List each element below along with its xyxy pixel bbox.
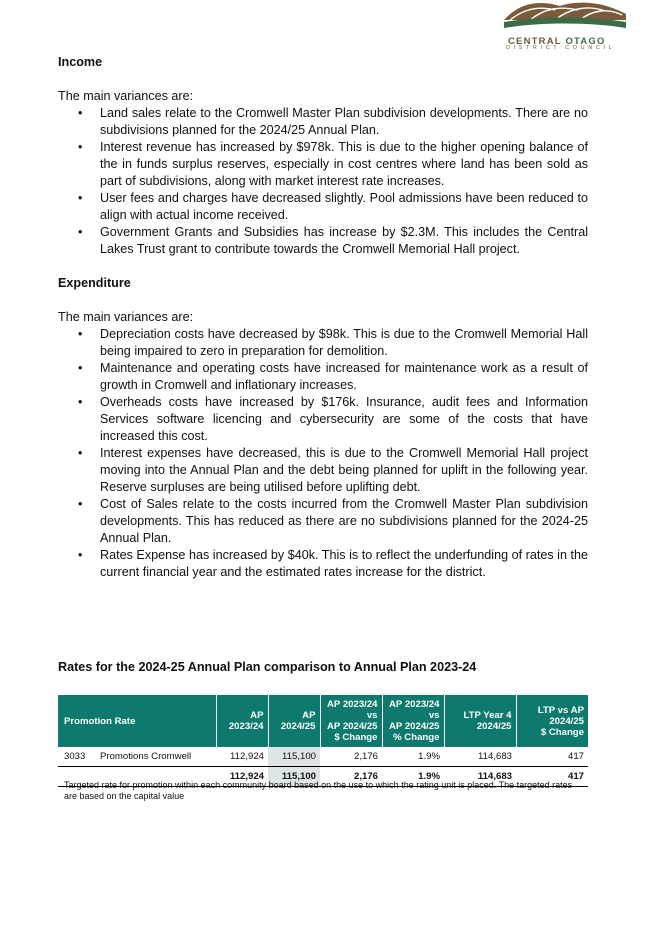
expenditure-heading: Expenditure bbox=[58, 276, 131, 290]
income-intro: The main variances are: bbox=[58, 89, 194, 103]
list-item: • Cost of Sales relate to the costs incurred from the Cromwell Master Plan subdivision developments. This has reduced as there are no subdivisions planned for the 2024-25 Annual Plan. bbox=[100, 496, 588, 547]
expenditure-list bbox=[58, 326, 588, 581]
cell-percent-change: 1.9% bbox=[418, 751, 440, 762]
header-ltp-year-4: LTP Year 4 2024/25 bbox=[444, 695, 516, 747]
total-ap-2024-25: 115,100 bbox=[268, 767, 320, 787]
total-ap-2023-24: 112,924 bbox=[216, 767, 268, 787]
rates-title: Rates for the 2024-25 Annual Plan comparison to Annual Plan 2023-24 bbox=[58, 660, 477, 674]
cell-dollar-change: 2,176 bbox=[353, 751, 378, 762]
rate-code: 3033 bbox=[64, 751, 86, 762]
income-heading: Income bbox=[58, 55, 103, 69]
cell-ltp-year-4: 114,683 bbox=[478, 751, 512, 762]
expenditure-intro: The main variances are: bbox=[58, 310, 194, 324]
cell-ap-2024-25: 115,100 bbox=[268, 747, 320, 767]
total-dollar-change: 2,176 bbox=[320, 767, 382, 787]
document-body bbox=[58, 54, 588, 581]
list-item: • Land sales relate to the Cromwell Master Plan subdivision developments. There are no subdivisions planned for the 2024/25 Annual Plan. bbox=[100, 105, 588, 139]
list-item: • Interest revenue has increased by $978k. This is due to the higher opening balance of the in funds surplus reserves, especially in cost centres where land has been sold as part of subdivisions, along with market interest rate increases. bbox=[100, 139, 588, 190]
list-item: • Rates Expense has increased by $40k. This is to reflect the underfunding of rates in the current financial year and the estimated rates increase for the district. bbox=[100, 547, 588, 581]
list-item: • User fees and charges have decreased slightly. Pool admissions have been reduced to align with actual income received. bbox=[100, 190, 588, 224]
table-row bbox=[58, 747, 588, 767]
list-item: • Overheads costs have increased by $176k. Insurance, audit fees and Information Services software licencing and cybersecurity are some of the costs that have increased this cost. bbox=[100, 394, 588, 445]
header-percent-change: AP 2023/24 vs AP 2024/25 % Change bbox=[382, 695, 444, 747]
total-ltp-year-4: 114,683 bbox=[444, 767, 516, 787]
logo-wordmark: CENTRAL OTAGO bbox=[508, 36, 606, 47]
header-promotion-rate: Promotion Rate bbox=[58, 695, 216, 747]
rates-table bbox=[58, 695, 588, 787]
table-footnote: Targeted rate for promotion within each community board based on the use to which the rating unit is placed. The targeted rates are based on the capital value bbox=[64, 780, 573, 801]
header-dollar-change: AP 2023/24 vs AP 2024/25 $ Change bbox=[320, 695, 382, 747]
list-item: • Maintenance and operating costs have increased for maintenance work as a result of growth in Cromwell and inflationary increases. bbox=[100, 360, 588, 394]
list-item: • Government Grants and Subsidies has increase by $2.3M. This includes the Central Lakes Trust grant to contribute towards the Cromwell Memorial Hall project. bbox=[100, 224, 588, 258]
list-item: • Interest expenses have decreased, this is due to the Cromwell Memorial Hall project moving into the Annual Plan and the debt being planned for uplift in the following year. Reserve surpluses are being utilised before uplifting debt. bbox=[100, 445, 588, 496]
header-ap-2024-25: AP 2024/25 bbox=[268, 695, 320, 747]
logo-subtitle: DISTRICT COUNCIL bbox=[506, 45, 616, 51]
total-ltp-vs-ap: 417 bbox=[516, 767, 588, 787]
list-item: • Depreciation costs have decreased by $98k. This is due to the Cromwell Memorial Hall being impaired to zero in preparation for demolition. bbox=[100, 326, 588, 360]
table-header-row bbox=[58, 695, 588, 747]
cell-ltp-vs-ap: 417 bbox=[567, 751, 584, 762]
rate-name: Promotions Cromwell bbox=[100, 751, 192, 762]
cell-ap-2023-24: 112,924 bbox=[230, 751, 264, 762]
income-list bbox=[58, 105, 588, 258]
header-ap-2023-24: AP 2023/24 bbox=[216, 695, 268, 747]
total-percent-change: 1.9% bbox=[382, 767, 444, 787]
header-ltp-vs-ap: LTP vs AP 2024/25 $ Change bbox=[516, 695, 588, 747]
